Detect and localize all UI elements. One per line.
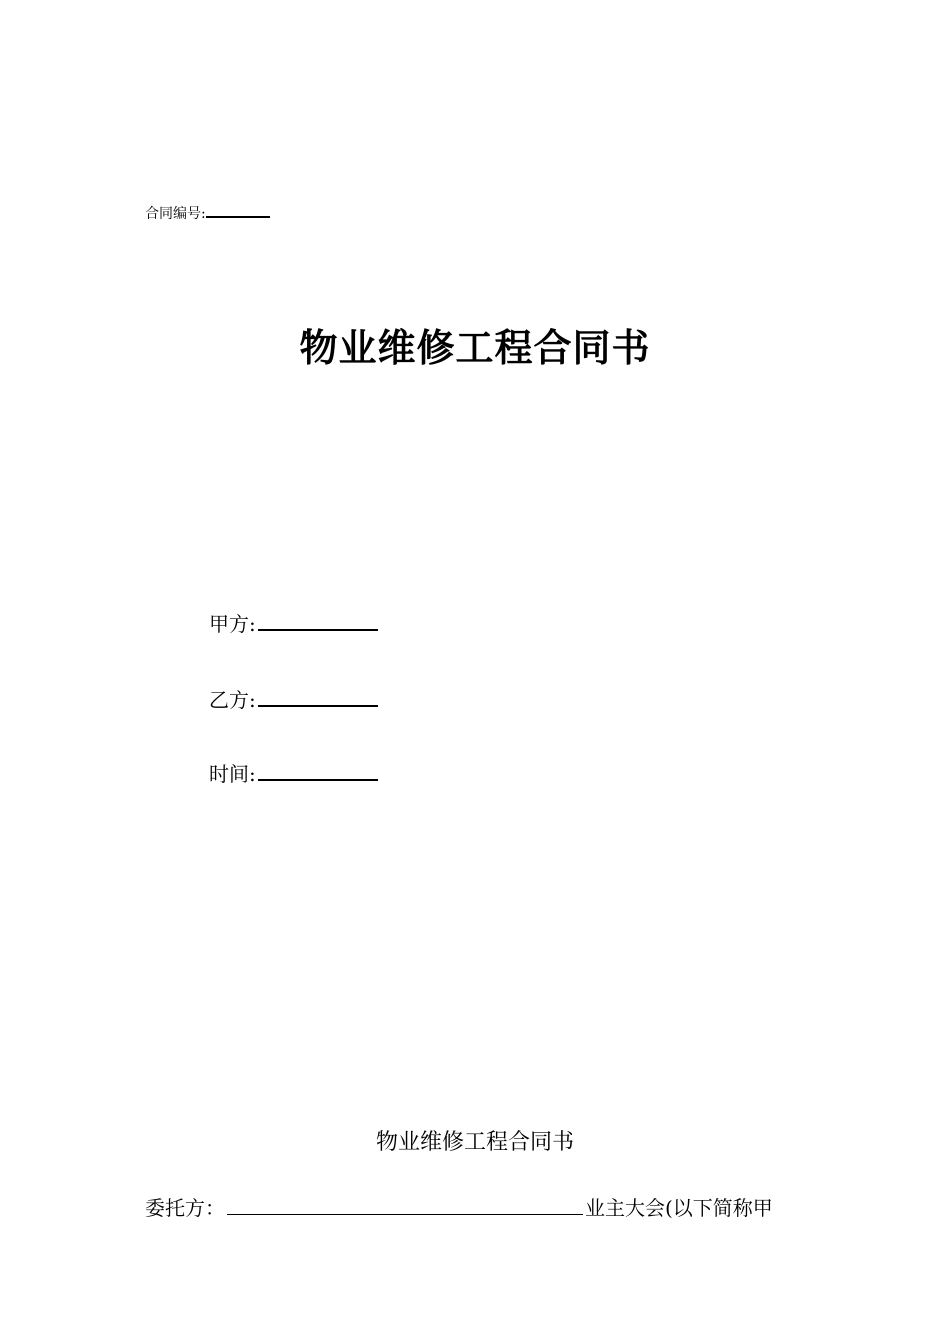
- contract-number-line: [145, 200, 270, 224]
- principal-line: [145, 1192, 773, 1223]
- party-a-blank: [258, 607, 378, 631]
- party-b-line: [209, 683, 378, 714]
- principal-blank: [227, 1192, 583, 1215]
- body-title: 物业维修工程合同书: [375, 1130, 574, 1155]
- principal-suffix: 业主大会(以下简称甲: [585, 1196, 773, 1220]
- party-a-label: 甲方:: [209, 612, 256, 636]
- contract-number-blank: [206, 200, 270, 218]
- party-b-label: 乙方:: [209, 688, 256, 712]
- cover-title: 物业维修工程合同书: [299, 325, 651, 370]
- party-a-line: [209, 607, 378, 638]
- party-b-blank: [258, 683, 378, 707]
- principal-label: 委托方：: [145, 1196, 225, 1220]
- time-label: 时间:: [209, 762, 256, 786]
- time-line: [209, 757, 378, 788]
- time-blank: [258, 757, 378, 781]
- contract-number-label: 合同编号:: [145, 206, 206, 222]
